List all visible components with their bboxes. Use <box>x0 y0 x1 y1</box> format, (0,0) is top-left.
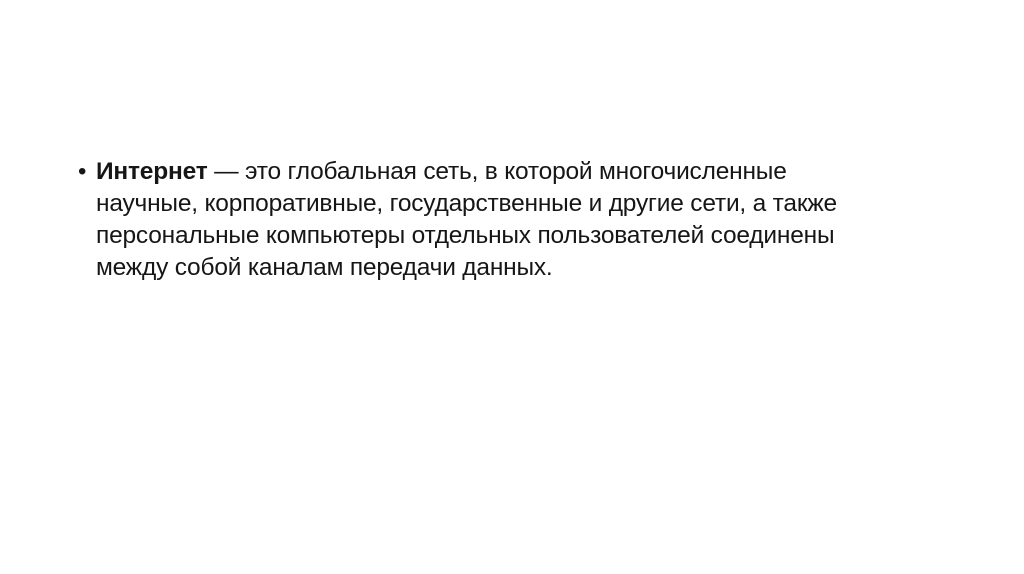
text-line-3 <box>96 220 978 252</box>
list-item <box>78 156 978 284</box>
bullet-marker: • <box>78 158 87 185</box>
definition-line-4: между собой каналам передачи данных. <box>96 254 553 281</box>
term-bold: Интернет <box>96 158 208 185</box>
text-line-4 <box>96 252 978 284</box>
definition-line-2: научные, корпоративные, государственные и другие сети, а также <box>96 190 837 217</box>
definition-line-1: — это глобальная сеть, в которой многочисленные <box>207 158 787 185</box>
slide-body-placeholder <box>78 156 978 284</box>
text-line-1 <box>96 156 978 188</box>
definition-line-3: персональные компьютеры отдельных пользователей соединены <box>96 222 835 249</box>
bullet-text <box>96 156 978 284</box>
text-line-2 <box>96 188 978 220</box>
